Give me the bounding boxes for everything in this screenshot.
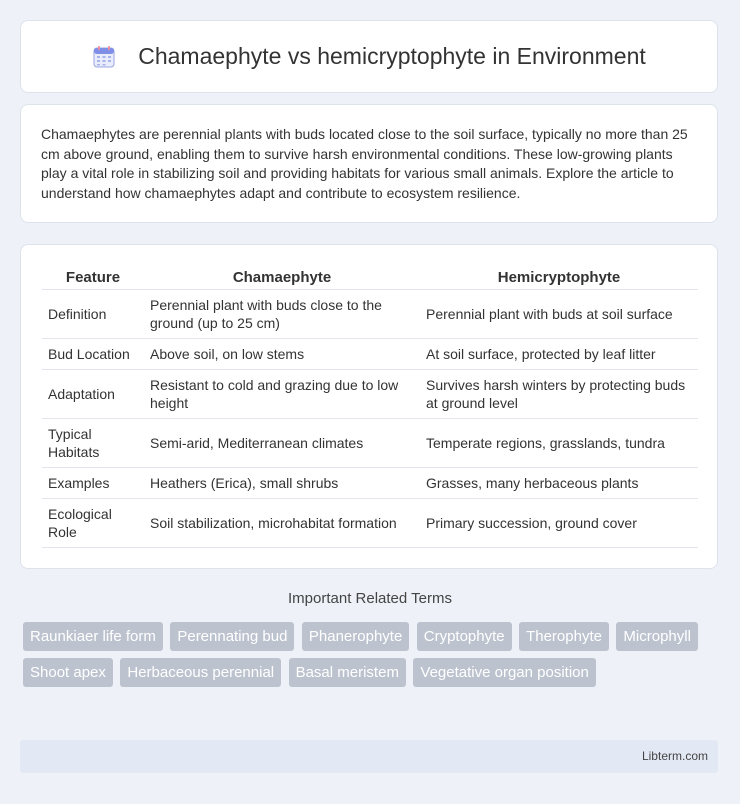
table-row bbox=[42, 370, 698, 419]
title-card bbox=[20, 20, 718, 93]
tag-microphyll[interactable]: Microphyll bbox=[616, 622, 698, 651]
cell-hemicryptophyte: Grasses, many herbaceous plants bbox=[420, 468, 698, 499]
cell-feature: Examples bbox=[42, 468, 144, 499]
tag-herbaceous-perennial[interactable]: Herbaceous perennial bbox=[120, 658, 281, 687]
cell-chamaephyte: Above soil, on low stems bbox=[144, 339, 420, 370]
calendar-icon bbox=[92, 45, 116, 69]
tag-vegetative-organ-position[interactable]: Vegetative organ position bbox=[413, 658, 595, 687]
table-row bbox=[42, 468, 698, 499]
table-row bbox=[42, 419, 698, 468]
page-title: Chamaephyte vs hemicryptophyte in Environment bbox=[138, 43, 646, 69]
cell-chamaephyte: Soil stabilization, microhabitat formation bbox=[144, 499, 420, 548]
cell-chamaephyte: Semi-arid, Mediterranean climates bbox=[144, 419, 420, 468]
table-row bbox=[42, 339, 698, 370]
cell-hemicryptophyte: At soil surface, protected by leaf litter bbox=[420, 339, 698, 370]
related-terms-title: Important Related Terms bbox=[288, 590, 452, 607]
table-row bbox=[42, 290, 698, 339]
comparison-table bbox=[42, 265, 698, 548]
footer bbox=[20, 740, 718, 773]
tag-shoot-apex[interactable]: Shoot apex bbox=[23, 658, 113, 687]
cell-chamaephyte: Heathers (Erica), small shrubs bbox=[144, 468, 420, 499]
cell-hemicryptophyte: Perennial plant with buds at soil surface bbox=[420, 290, 698, 339]
header-chamaephyte: Chamaephyte bbox=[144, 265, 420, 290]
cell-hemicryptophyte: Survives harsh winters by protecting buds at ground level bbox=[420, 370, 698, 419]
cell-chamaephyte: Perennial plant with buds close to the ground (up to 25 cm) bbox=[144, 290, 420, 339]
cell-feature: Bud Location bbox=[42, 339, 144, 370]
table-row bbox=[42, 499, 698, 548]
cell-feature: Definition bbox=[42, 290, 144, 339]
footer-site-link[interactable]: Libterm.com bbox=[641, 749, 708, 763]
cell-hemicryptophyte: Temperate regions, grasslands, tundra bbox=[420, 419, 698, 468]
cell-feature: Typical Habitats bbox=[42, 419, 144, 468]
header-feature: Feature bbox=[42, 265, 144, 290]
cell-feature: Ecological Role bbox=[42, 499, 144, 548]
cell-hemicryptophyte: Primary succession, ground cover bbox=[420, 499, 698, 548]
cell-chamaephyte: Resistant to cold and grazing due to low height bbox=[144, 370, 420, 419]
tag-phanerophyte[interactable]: Phanerophyte bbox=[302, 622, 409, 651]
header-hemicryptophyte: Hemicryptophyte bbox=[420, 265, 698, 290]
table-header-row bbox=[42, 265, 698, 290]
intro-text: Chamaephytes are perennial plants with buds located close to the soil surface, typically no more than 25 cm above ground, enabling them to survive harsh environmental conditions. These low-growing plants play a vital role in stabilizing soil and providing habitats for various small animals. Explore the article to understand how chamaephytes adapt and contribute to ecosystem resilience. bbox=[41, 126, 688, 201]
intro-card bbox=[20, 104, 718, 223]
related-terms-tags bbox=[23, 622, 703, 694]
tag-cryptophyte[interactable]: Cryptophyte bbox=[417, 622, 512, 651]
tag-therophyte[interactable]: Therophyte bbox=[519, 622, 609, 651]
tag-basal-meristem[interactable]: Basal meristem bbox=[289, 658, 406, 687]
tag-raunkiaer-life-form[interactable]: Raunkiaer life form bbox=[23, 622, 163, 651]
comparison-table-card bbox=[20, 244, 718, 569]
cell-feature: Adaptation bbox=[42, 370, 144, 419]
tag-perennating-bud[interactable]: Perennating bud bbox=[170, 622, 294, 651]
